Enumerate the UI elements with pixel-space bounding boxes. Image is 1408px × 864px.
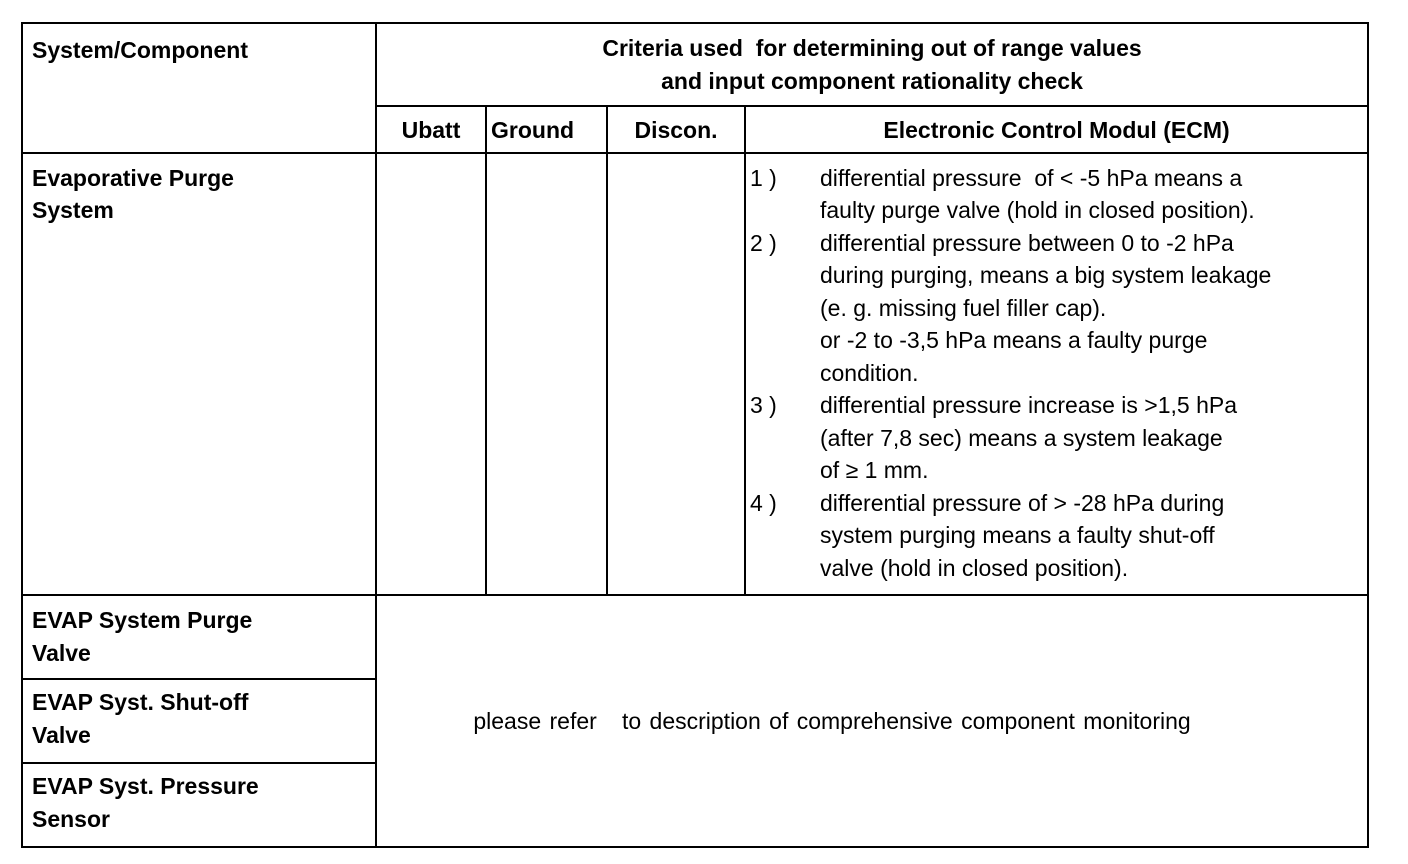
evap-discon-cell xyxy=(607,153,745,596)
component-row-purge-valve xyxy=(22,595,1368,679)
item-line: system purging means a faulty shut-off xyxy=(820,522,1215,548)
component-line-1: EVAP Syst. Shut-off xyxy=(32,689,249,715)
component-line-2: Valve xyxy=(32,721,91,748)
criteria-item-3 xyxy=(750,389,1361,487)
item-line: (after 7,8 sec) means a system leakage xyxy=(820,424,1223,451)
evap-purge-system-name xyxy=(22,153,376,596)
item-line: during purging, means a big system leakage xyxy=(820,262,1272,288)
discon-header: Discon. xyxy=(607,106,745,153)
system-component-label: System/Component xyxy=(32,37,248,63)
ecm-header: Electronic Control Modul (ECM) xyxy=(745,106,1368,153)
item-text xyxy=(820,227,1361,390)
component-purge-valve xyxy=(22,595,376,679)
item-text xyxy=(820,162,1361,227)
system-component-header xyxy=(22,23,376,153)
item-number: 1 ) xyxy=(750,164,777,191)
item-line: valve (hold in closed position). xyxy=(820,554,1129,581)
component-pressure-sensor xyxy=(22,763,376,847)
criteria-line-2: and input component rationality check xyxy=(661,67,1083,94)
criteria-item-2 xyxy=(750,227,1361,390)
item-line: differential pressure between 0 to -2 hPa xyxy=(820,229,1234,256)
ground-header: Ground xyxy=(486,106,607,153)
item-number: 4 ) xyxy=(750,489,777,516)
item-line: differential pressure of < -5 hPa means a xyxy=(820,164,1243,191)
item-text xyxy=(820,487,1361,585)
evap-ubatt-cell xyxy=(376,153,486,596)
item-line: differential pressure of > -28 hPa during xyxy=(820,489,1225,516)
item-text xyxy=(820,389,1361,487)
refer-text: please refer to description of comprehensive component monitoring xyxy=(473,707,1191,734)
evap-name-line-2: System xyxy=(32,197,114,223)
refer-cell xyxy=(376,595,1368,847)
criteria-table xyxy=(21,22,1369,848)
evap-name-line-1: Evaporative Purge xyxy=(32,164,234,191)
component-line-2: Valve xyxy=(32,639,91,666)
criteria-item-4 xyxy=(750,487,1361,585)
item-line: faulty purge valve (hold in closed position). xyxy=(820,197,1255,223)
component-line-2: Sensor xyxy=(32,805,110,832)
ubatt-header: Ubatt xyxy=(376,106,486,153)
component-line-1: EVAP System Purge xyxy=(32,607,253,633)
item-line: of ≥ 1 mm. xyxy=(820,457,929,483)
item-number: 3 ) xyxy=(750,392,777,418)
evap-ground-cell xyxy=(486,153,607,596)
evap-ecm-cell xyxy=(745,153,1368,596)
criteria-header xyxy=(376,23,1368,106)
criteria-line-1: Criteria used for determining out of range values xyxy=(602,35,1142,61)
item-line: differential pressure increase is >1,5 hPa xyxy=(820,392,1238,418)
component-line-1: EVAP Syst. Pressure xyxy=(32,773,259,799)
item-line: (e. g. missing fuel filler cap). xyxy=(820,294,1107,321)
evap-purge-row xyxy=(22,153,1368,596)
header-row xyxy=(22,23,1368,106)
item-line: or -2 to -3,5 hPa means a faulty purge xyxy=(820,327,1208,353)
item-line: condition. xyxy=(820,359,919,386)
item-number: 2 ) xyxy=(750,229,777,256)
component-shutoff-valve xyxy=(22,679,376,763)
criteria-item-1 xyxy=(750,162,1361,227)
